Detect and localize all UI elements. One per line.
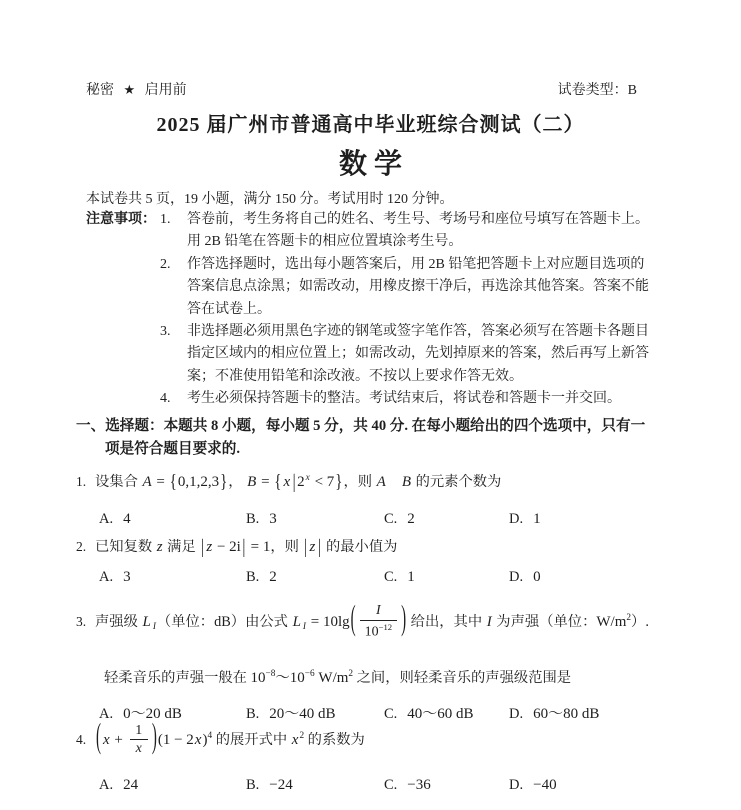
notice-item-1 <box>86 209 671 254</box>
subject-title: 数 学 <box>338 149 402 180</box>
section-line2: 项是符合题目要求的. <box>105 440 240 457</box>
option-d: D. 0 <box>509 569 541 585</box>
big-bracket: { <box>169 472 177 493</box>
option-a: A. 24 <box>99 776 139 793</box>
exam-title: 2025 届广州市普通高中毕业班综合测试（二） <box>156 114 585 136</box>
question-number: 4. <box>76 731 87 747</box>
notice-number: 2. <box>160 256 171 272</box>
option-c: C. 40～60 dB <box>384 706 474 723</box>
big-bracket: { <box>274 472 282 493</box>
option-a: A. 3 <box>99 569 131 585</box>
question-1 <box>76 463 676 528</box>
abs-bar: | <box>304 536 308 558</box>
question-2-row <box>76 535 676 559</box>
option-d: D. −40 <box>509 776 557 793</box>
option-b: B. 3 <box>246 510 277 527</box>
option-d: D. 60～80 dB <box>509 706 600 723</box>
page-header <box>86 79 637 99</box>
fraction: $\frac{I}{10^{-12}}$ <box>360 603 397 641</box>
question-1-options <box>99 511 676 528</box>
option-c: C. 1 <box>384 569 415 585</box>
question-3-row <box>76 594 676 651</box>
paper-type-value: B <box>627 83 637 98</box>
paper-meta-line: 本试卷共 5 页，19 小题，满分 150 分。考试用时 120 分钟。 <box>86 192 454 207</box>
security-marking <box>86 79 193 99</box>
abs-bar: | <box>317 536 321 558</box>
notice-text: 非选择题必须用黑色字迹的钢笔或签字笔作答，答案必须写在答题卡各题目 指定区域内的相应位置上；如需改动，先划掉原来的答案，然后再写上新答 案；不准使用铅笔和涂改液。不按以上要求作答无效。 <box>187 324 649 384</box>
notice-number: 4. <box>160 391 171 407</box>
question-2-options <box>99 569 676 586</box>
question-4-row <box>76 712 676 765</box>
notice-item-2 <box>86 254 671 321</box>
option-c: C. 2 <box>384 510 415 527</box>
question-3 <box>76 594 676 723</box>
paper-type <box>558 79 637 99</box>
classification-label: 秘密 <box>86 83 114 98</box>
question-2 <box>76 535 676 586</box>
question-number: 1. <box>76 473 87 489</box>
section-line1: 一、选择题：本题共 8 小题，每小题 5 分，共 40 分. 在每小题给出的四个选项中，只有一 <box>76 418 646 434</box>
star-icon: ★ <box>123 82 136 97</box>
question-3-stem-line2: 轻柔音乐的声强一般在 $10^{-8}\sim 10^{-6}$ $W/m^2$ 之间，则轻柔音乐的声强级范围是 <box>104 668 572 686</box>
question-1-row <box>76 463 676 498</box>
question-number: 3. <box>76 613 87 629</box>
abs-bar: | <box>200 536 204 558</box>
big-bracket: ( <box>350 601 356 639</box>
option-d: D. 1 <box>509 510 541 527</box>
fraction: $\frac{1}{x}$ <box>130 723 148 758</box>
notice-section <box>86 209 671 411</box>
big-bracket: ) <box>151 719 157 757</box>
big-bracket: ) <box>401 601 407 639</box>
option-b: B. 2 <box>246 569 277 585</box>
stage-label: 启用前 <box>144 83 187 98</box>
big-bracket: } <box>335 472 343 493</box>
abs-bar: | <box>292 470 296 493</box>
notice-text: 考生必须保持答题卡的整洁。考试结束后，将试卷和答题卡一并交回。 <box>187 391 621 407</box>
question-4-options <box>99 777 676 794</box>
option-a: A. 4 <box>99 510 131 527</box>
notice-number: 3. <box>160 324 171 340</box>
option-b: B. 20～40 dB <box>246 706 336 723</box>
notice-label: 注意事项： <box>86 212 156 227</box>
question-2-stem: 已知复数 z 满足 | z − 2i | = 1，则 | z | 的最小值为 <box>95 535 397 559</box>
notice-item-4 <box>86 388 671 410</box>
question-3-stem: 声强级 L $_I$（单位：dB）由公式 L $_I$ = 10lg( $\frac{I}{10^{-12}}$ ) 给出，其中 I 为声强（单位：$W/m^2$）. <box>95 594 649 651</box>
paper-type-label: 试卷类型： <box>557 83 628 98</box>
option-b: B. −24 <box>246 776 293 793</box>
notice-text: 作答选择题时，选出每小题答案后，用 2B 铅笔把答题卡上对应题目选项的 答案信息点涂黑；如需改动，用橡皮擦干净后，再选涂其他答案。答案不能 答在试卷上。 <box>187 256 649 317</box>
section-header <box>76 415 676 460</box>
question-4-stem: ( x + $\frac{1}{x}$ )$(1 - 2x)^4$ 的展开式中 $x^2$ 的系数为 <box>95 712 365 765</box>
option-a: A. 0～20 dB <box>99 706 182 723</box>
notice-number: 1. <box>160 212 171 227</box>
notice-text: 答卷前，考生务将自己的姓名、考生号、考场号和座位号填写在答题卡上。 用 2B 铅笔在答题卡的相应位置填涂考生号。 <box>187 212 649 250</box>
question-1-stem: 设集合 A = {0,1,2,3}， B = { x | $2^x < 7$}，则 A B 的元素个数为 <box>95 463 501 498</box>
option-c: C. −36 <box>384 776 431 793</box>
question-4 <box>76 712 676 794</box>
abs-bar: | <box>242 536 246 558</box>
notice-item-3 <box>86 321 671 388</box>
big-bracket: } <box>220 472 228 493</box>
big-bracket: ( <box>96 719 101 757</box>
question-number: 2. <box>76 539 87 554</box>
